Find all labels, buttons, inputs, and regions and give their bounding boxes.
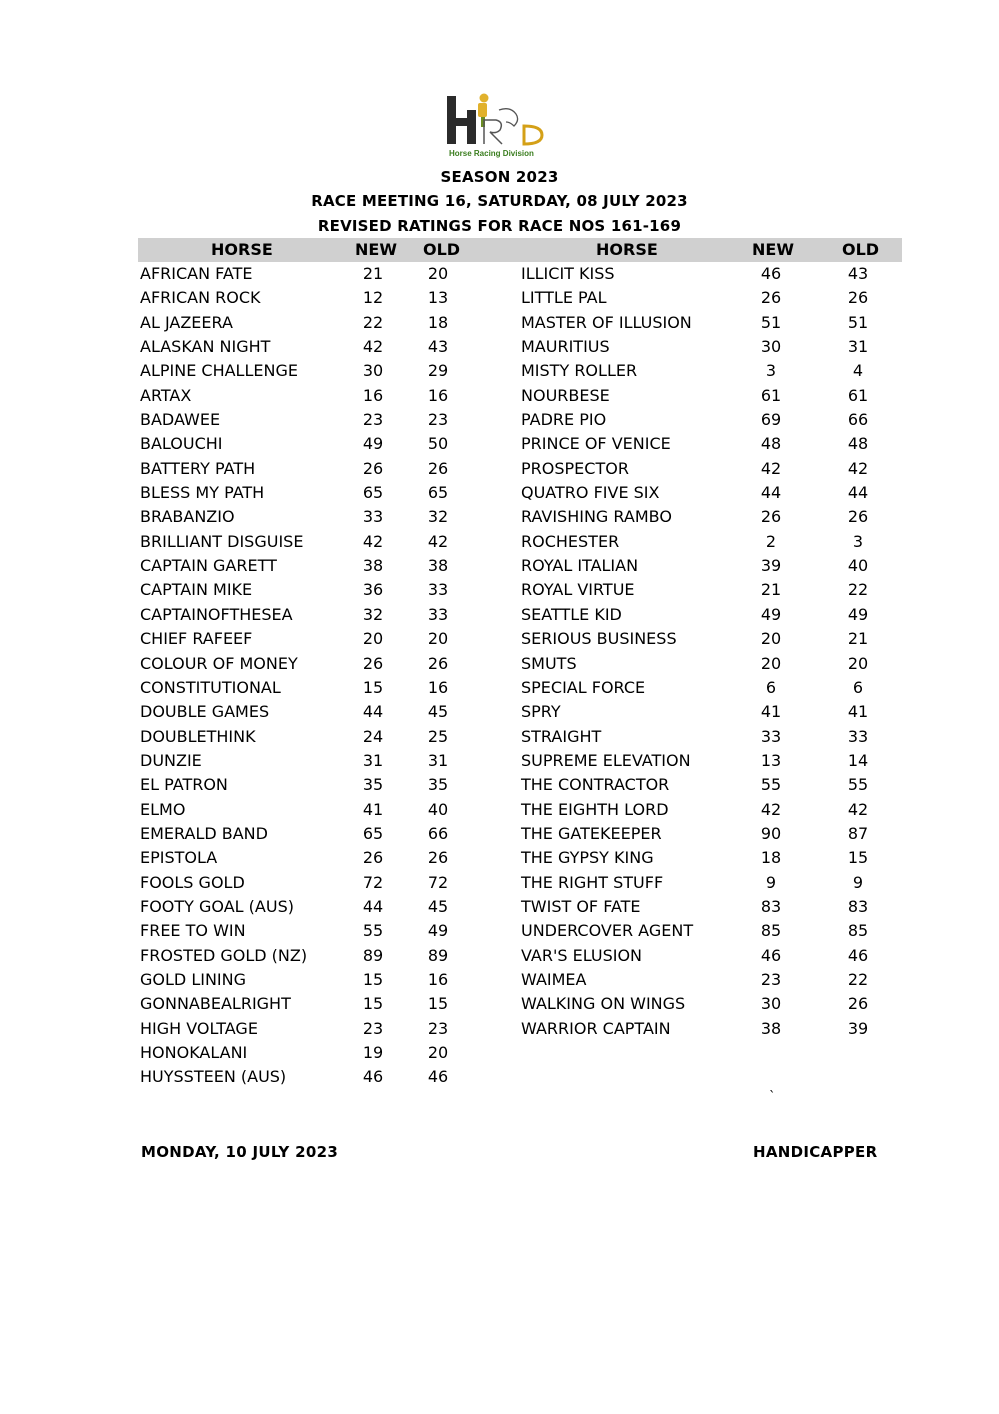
old-rating-cell: 26 xyxy=(847,507,869,527)
table-row xyxy=(0,335,999,359)
old-rating-cell: 38 xyxy=(427,556,449,576)
ratings-right-column xyxy=(0,262,999,1041)
header-new-left: NEW xyxy=(355,240,397,259)
old-rating-cell: 20 xyxy=(427,1043,449,1062)
logo-caption: Horse Racing Division xyxy=(449,149,534,158)
new-rating-cell: 30 xyxy=(760,337,782,357)
new-rating-cell: 18 xyxy=(760,848,782,868)
horse-name-cell: SUPREME ELEVATION xyxy=(521,750,691,770)
new-rating-cell: 21 xyxy=(362,264,384,283)
old-rating-cell: 51 xyxy=(847,312,869,332)
old-rating-cell: 26 xyxy=(427,458,449,478)
table-row xyxy=(0,676,999,700)
new-rating-cell: 49 xyxy=(760,604,782,624)
new-rating-cell: 46 xyxy=(760,264,782,283)
table-row xyxy=(0,311,999,335)
old-rating-cell: 42 xyxy=(847,799,869,819)
old-rating-cell: 66 xyxy=(427,823,449,843)
new-rating-cell: 38 xyxy=(760,1018,782,1038)
horse-name-cell: DUNZIE xyxy=(140,750,202,770)
horse-name-cell: PADRE PIO xyxy=(521,410,607,430)
new-rating-cell: 3 xyxy=(765,361,777,381)
old-rating-cell: 46 xyxy=(427,1067,449,1087)
old-rating-cell: 23 xyxy=(427,410,449,430)
table-row xyxy=(0,1017,999,1041)
old-rating-cell: 23 xyxy=(427,1018,449,1038)
new-rating-cell: 26 xyxy=(760,507,782,527)
old-rating-cell: 20 xyxy=(427,629,449,649)
new-rating-cell: 41 xyxy=(362,799,384,819)
horse-name-cell: CHIEF RAFEEF xyxy=(140,629,253,649)
horse-name-cell: ARTAX xyxy=(140,385,192,405)
old-rating-cell: 65 xyxy=(427,483,449,503)
horse-name-cell: THE EIGHTH LORD xyxy=(521,799,669,819)
old-rating-cell: 87 xyxy=(847,823,869,843)
table-row xyxy=(0,286,999,310)
old-rating-cell: 72 xyxy=(427,872,449,892)
horse-name-cell: BRILLIANT DISGUISE xyxy=(140,531,304,551)
old-rating-cell: 45 xyxy=(427,702,449,722)
horse-name-cell: WARRIOR CAPTAIN xyxy=(521,1018,671,1038)
old-rating-cell: 16 xyxy=(427,969,449,989)
horse-name-cell: BADAWEE xyxy=(140,410,221,430)
new-rating-cell: 22 xyxy=(362,312,384,332)
new-rating-cell: 42 xyxy=(362,337,384,357)
horse-name-cell: ROYAL ITALIAN xyxy=(521,556,639,576)
table-row xyxy=(0,919,999,943)
table-row xyxy=(0,773,999,797)
horse-name-cell: FOOTY GOAL (AUS) xyxy=(140,896,294,916)
old-rating-cell: 16 xyxy=(427,385,449,405)
horse-name-cell: SPECIAL FORCE xyxy=(521,677,646,697)
new-rating-cell: 55 xyxy=(362,921,384,941)
horse-name-cell: BALOUCHI xyxy=(140,434,223,454)
horse-name-cell: BRABANZIO xyxy=(140,507,235,527)
new-rating-cell: 42 xyxy=(760,458,782,478)
old-rating-cell: 4 xyxy=(852,361,864,381)
horse-name-cell: CAPTAIN GARETT xyxy=(140,556,277,576)
new-rating-cell: 44 xyxy=(362,896,384,916)
header-horse-left: HORSE xyxy=(211,240,273,259)
new-rating-cell: 15 xyxy=(362,994,384,1014)
table-row xyxy=(0,384,999,408)
old-rating-cell: 6 xyxy=(852,677,864,697)
horse-name-cell: AFRICAN FATE xyxy=(140,264,253,283)
table-row xyxy=(0,652,999,676)
new-rating-cell: 26 xyxy=(362,848,384,868)
old-rating-cell: 20 xyxy=(847,653,869,673)
table-row xyxy=(0,1041,480,1065)
horse-name-cell: COLOUR OF MONEY xyxy=(140,653,298,673)
horse-name-cell: TWIST OF FATE xyxy=(521,896,641,916)
old-rating-cell: 32 xyxy=(427,507,449,527)
new-rating-cell: 42 xyxy=(760,799,782,819)
new-rating-cell: 31 xyxy=(362,750,384,770)
horse-name-cell: STRAIGHT xyxy=(521,726,602,746)
new-rating-cell: 23 xyxy=(760,969,782,989)
new-rating-cell: 39 xyxy=(760,556,782,576)
old-rating-cell: 26 xyxy=(427,848,449,868)
horse-name-cell: BLESS MY PATH xyxy=(140,483,265,503)
new-rating-cell: 15 xyxy=(362,969,384,989)
old-rating-cell: 42 xyxy=(847,458,869,478)
horse-name-cell: ALPINE CHALLENGE xyxy=(140,361,298,381)
new-rating-cell: 20 xyxy=(362,629,384,649)
new-rating-cell: 26 xyxy=(362,653,384,673)
new-rating-cell: 33 xyxy=(362,507,384,527)
new-rating-cell: 69 xyxy=(760,410,782,430)
old-rating-cell: 46 xyxy=(847,945,869,965)
old-rating-cell: 31 xyxy=(847,337,869,357)
horse-name-cell: SEATTLE KID xyxy=(521,604,622,624)
horse-name-cell: HIGH VOLTAGE xyxy=(140,1018,258,1038)
new-rating-cell: 46 xyxy=(760,945,782,965)
new-rating-cell: 90 xyxy=(760,823,782,843)
horse-name-cell: PROSPECTOR xyxy=(521,458,629,478)
table-row xyxy=(0,725,999,749)
horse-name-cell: HONOKALANI xyxy=(140,1043,248,1062)
horse-name-cell: RAVISHING RAMBO xyxy=(521,507,672,527)
table-row xyxy=(0,749,999,773)
horse-name-cell: THE CONTRACTOR xyxy=(521,775,670,795)
old-rating-cell: 43 xyxy=(427,337,449,357)
horse-name-cell: LITTLE PAL xyxy=(521,288,607,308)
header-old-left: OLD xyxy=(423,240,461,259)
horse-name-cell: MAURITIUS xyxy=(521,337,610,357)
horse-name-cell: FREE TO WIN xyxy=(140,921,246,941)
meeting-title: RACE MEETING 16, SATURDAY, 08 JULY 2023 xyxy=(311,192,688,210)
new-rating-cell: 6 xyxy=(765,677,777,697)
table-row xyxy=(0,798,999,822)
horse-name-cell: EL PATRON xyxy=(140,775,228,795)
header-new-right: NEW xyxy=(752,240,794,259)
old-rating-cell: 29 xyxy=(427,361,449,381)
new-rating-cell: 26 xyxy=(362,458,384,478)
old-rating-cell: 3 xyxy=(852,531,864,551)
horse-name-cell: QUATRO FIVE SIX xyxy=(521,483,660,503)
new-rating-cell: 44 xyxy=(760,483,782,503)
old-rating-cell: 66 xyxy=(847,410,869,430)
table-row xyxy=(0,408,999,432)
table-row xyxy=(0,554,999,578)
old-rating-cell: 16 xyxy=(427,677,449,697)
new-rating-cell: 23 xyxy=(362,410,384,430)
old-rating-cell: 31 xyxy=(427,750,449,770)
old-rating-cell: 49 xyxy=(847,604,869,624)
horse-name-cell: EPISTOLA xyxy=(140,848,218,868)
new-rating-cell: 48 xyxy=(760,434,782,454)
old-rating-cell: 26 xyxy=(847,994,869,1014)
old-rating-cell: 45 xyxy=(427,896,449,916)
new-rating-cell: 30 xyxy=(362,361,384,381)
old-rating-cell: 43 xyxy=(847,264,869,283)
old-rating-cell: 22 xyxy=(847,969,869,989)
old-rating-cell: 48 xyxy=(847,434,869,454)
new-rating-cell: 38 xyxy=(362,556,384,576)
old-rating-cell: 13 xyxy=(427,288,449,308)
old-rating-cell: 15 xyxy=(427,994,449,1014)
old-rating-cell: 39 xyxy=(847,1018,869,1038)
old-rating-cell: 18 xyxy=(427,312,449,332)
table-row xyxy=(0,895,999,919)
table-row xyxy=(0,944,999,968)
new-rating-cell: 44 xyxy=(362,702,384,722)
season-title: SEASON 2023 xyxy=(440,168,559,186)
horse-name-cell: HUYSSTEEN (AUS) xyxy=(140,1067,287,1087)
horse-name-cell: ALASKAN NIGHT xyxy=(140,337,271,357)
table-row xyxy=(0,1065,480,1089)
old-rating-cell: 42 xyxy=(427,531,449,551)
horse-name-cell: FROSTED GOLD (NZ) xyxy=(140,945,308,965)
horse-name-cell: GONNABEALRIGHT xyxy=(140,994,291,1014)
table-row xyxy=(0,262,999,286)
new-rating-cell: 72 xyxy=(362,872,384,892)
new-rating-cell: 20 xyxy=(760,629,782,649)
horse-name-cell: CONSTITUTIONAL xyxy=(140,677,281,697)
old-rating-cell: 49 xyxy=(427,921,449,941)
new-rating-cell: 55 xyxy=(760,775,782,795)
horse-name-cell: SMUTS xyxy=(521,653,577,673)
horse-name-cell: CAPTAIN MIKE xyxy=(140,580,253,600)
table-row xyxy=(0,457,999,481)
horse-name-cell: DOUBLE GAMES xyxy=(140,702,270,722)
horse-name-cell: THE GATEKEEPER xyxy=(521,823,662,843)
new-rating-cell: 2 xyxy=(765,531,777,551)
horse-name-cell: VAR'S ELUSION xyxy=(521,945,642,965)
table-row xyxy=(0,359,999,383)
horse-name-cell: DOUBLETHINK xyxy=(140,726,256,746)
old-rating-cell: 33 xyxy=(427,604,449,624)
old-rating-cell: 41 xyxy=(847,702,869,722)
old-rating-cell: 44 xyxy=(847,483,869,503)
horse-name-cell: AFRICAN ROCK xyxy=(140,288,261,308)
new-rating-cell: 61 xyxy=(760,385,782,405)
horse-name-cell: FOOLS GOLD xyxy=(140,872,245,892)
new-rating-cell: 32 xyxy=(362,604,384,624)
new-rating-cell: 15 xyxy=(362,677,384,697)
horse-name-cell: SPRY xyxy=(521,702,561,722)
new-rating-cell: 65 xyxy=(362,823,384,843)
old-rating-cell: 14 xyxy=(847,750,869,770)
header-old-right: OLD xyxy=(842,240,880,259)
horse-name-cell: PRINCE OF VENICE xyxy=(521,434,671,454)
old-rating-cell: 40 xyxy=(847,556,869,576)
old-rating-cell: 26 xyxy=(847,288,869,308)
old-rating-cell: 83 xyxy=(847,896,869,916)
table-row xyxy=(0,481,999,505)
new-rating-cell: 41 xyxy=(760,702,782,722)
horse-name-cell: ROCHESTER xyxy=(521,531,620,551)
header-horse-right: HORSE xyxy=(596,240,658,259)
table-row xyxy=(0,992,999,1016)
new-rating-cell: 83 xyxy=(760,896,782,916)
old-rating-cell: 50 xyxy=(427,434,449,454)
new-rating-cell: 51 xyxy=(760,312,782,332)
horse-name-cell: BATTERY PATH xyxy=(140,458,256,478)
horse-name-cell: NOURBESE xyxy=(521,385,610,405)
new-rating-cell: 49 xyxy=(362,434,384,454)
new-rating-cell: 85 xyxy=(760,921,782,941)
old-rating-cell: 33 xyxy=(847,726,869,746)
old-rating-cell: 89 xyxy=(427,945,449,965)
new-rating-cell: 21 xyxy=(760,580,782,600)
table-row xyxy=(0,530,999,554)
old-rating-cell: 25 xyxy=(427,726,449,746)
old-rating-cell: 21 xyxy=(847,629,869,649)
table-row xyxy=(0,871,999,895)
table-row xyxy=(0,846,999,870)
horse-name-cell: MASTER OF ILLUSION xyxy=(521,312,692,332)
table-row xyxy=(0,968,999,992)
horse-name-cell: WALKING ON WINGS xyxy=(521,994,686,1014)
table-row xyxy=(0,505,999,529)
old-rating-cell: 22 xyxy=(847,580,869,600)
table-row xyxy=(0,627,999,651)
table-row xyxy=(0,700,999,724)
horse-name-cell: ILLICIT KISS xyxy=(521,264,615,283)
new-rating-cell: 9 xyxy=(765,872,777,892)
table-row xyxy=(0,578,999,602)
horse-name-cell: THE RIGHT STUFF xyxy=(521,872,664,892)
new-rating-cell: 46 xyxy=(362,1067,384,1087)
horse-name-cell: EMERALD BAND xyxy=(140,823,268,843)
table-row xyxy=(0,432,999,456)
footer-signature: HANDICAPPER xyxy=(753,1143,878,1161)
new-rating-cell: 35 xyxy=(362,775,384,795)
new-rating-cell: 42 xyxy=(362,531,384,551)
old-rating-cell: 40 xyxy=(427,799,449,819)
horse-name-cell: CAPTAINOFTHESEA xyxy=(140,604,293,624)
old-rating-cell: 20 xyxy=(427,264,449,283)
old-rating-cell: 61 xyxy=(847,385,869,405)
old-rating-cell: 85 xyxy=(847,921,869,941)
new-rating-cell: 12 xyxy=(362,288,384,308)
old-rating-cell: 26 xyxy=(427,653,449,673)
old-rating-cell: 15 xyxy=(847,848,869,868)
new-rating-cell: 36 xyxy=(362,580,384,600)
horse-name-cell: SERIOUS BUSINESS xyxy=(521,629,677,649)
new-rating-cell: 65 xyxy=(362,483,384,503)
new-rating-cell: 20 xyxy=(760,653,782,673)
new-rating-cell: 24 xyxy=(362,726,384,746)
old-rating-cell: 33 xyxy=(427,580,449,600)
horse-name-cell: MISTY ROLLER xyxy=(521,361,638,381)
new-rating-cell: 33 xyxy=(760,726,782,746)
new-rating-cell: 26 xyxy=(760,288,782,308)
horse-name-cell: GOLD LINING xyxy=(140,969,246,989)
table-row xyxy=(0,603,999,627)
ratings-subtitle: REVISED RATINGS FOR RACE NOS 161-169 xyxy=(317,217,682,235)
new-rating-cell: 13 xyxy=(760,750,782,770)
horse-name-cell: THE GYPSY KING xyxy=(521,848,654,868)
new-rating-cell: 30 xyxy=(760,994,782,1014)
horse-name-cell: UNDERCOVER AGENT xyxy=(521,921,694,941)
new-rating-cell: 23 xyxy=(362,1018,384,1038)
horse-name-cell: AL JAZEERA xyxy=(140,312,233,332)
old-rating-cell: 35 xyxy=(427,775,449,795)
stray-mark: ` xyxy=(769,1090,776,1105)
horse-name-cell: WAIMEA xyxy=(521,969,587,989)
new-rating-cell: 19 xyxy=(362,1043,384,1062)
old-rating-cell: 9 xyxy=(852,872,864,892)
old-rating-cell: 55 xyxy=(847,775,869,795)
footer-date: MONDAY, 10 JULY 2023 xyxy=(141,1143,339,1161)
new-rating-cell: 16 xyxy=(362,385,384,405)
horse-name-cell: ELMO xyxy=(140,799,186,819)
table-row xyxy=(0,822,999,846)
horse-name-cell: ROYAL VIRTUE xyxy=(521,580,635,600)
new-rating-cell: 89 xyxy=(362,945,384,965)
